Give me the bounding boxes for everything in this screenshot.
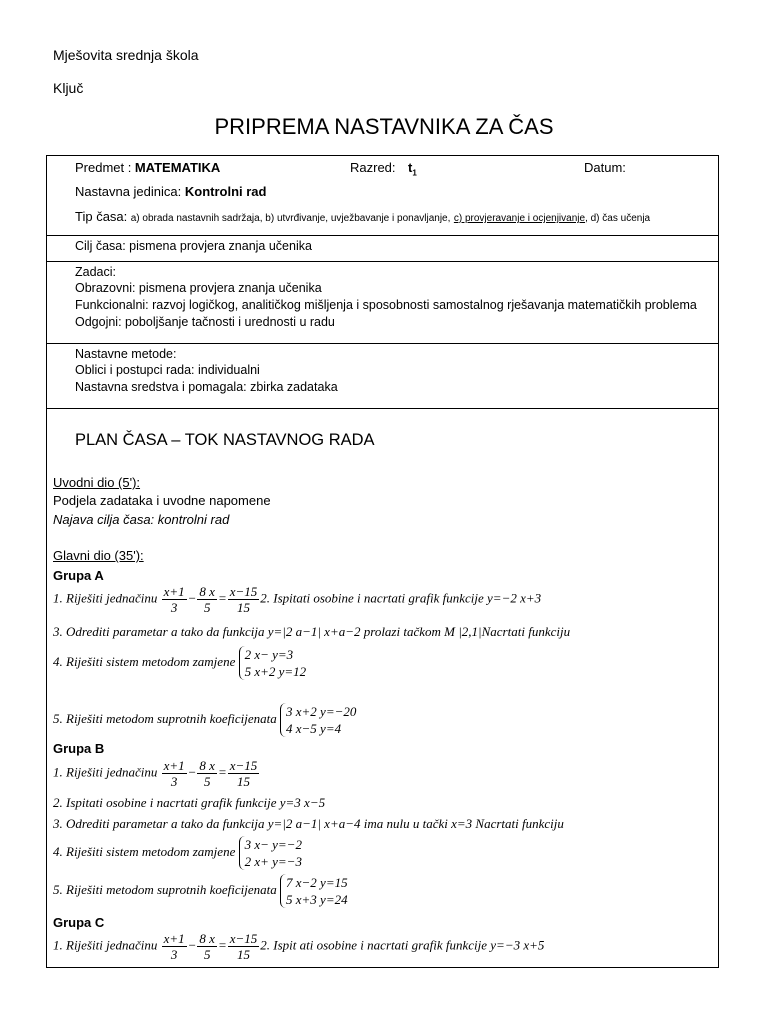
task-upbringing: Odgojni: poboljšanje tačnosti i urednosti u radu (75, 315, 335, 329)
task-b2: 2. Ispitati osobine i nacrtati grafik funkcije y=3 x−5 (53, 795, 326, 810)
intro-label: Uvodni dio (5'): (53, 475, 141, 490)
group-b-label: Grupa B (53, 741, 105, 756)
task-c1: 1. Riješiti jednačinu $\frac{x+1}{3}$ − $\frac{8 x}{5}$ = $\frac{x-15}{15}$ 2. Ispit ati osobine i nacrtati grafik funkcije y=−3 x+5 (53, 931, 545, 962)
divider (47, 408, 718, 409)
lesson-type-row (75, 209, 650, 228)
group-c-label: Grupa C (53, 915, 105, 930)
divider (47, 343, 718, 344)
unit-label: Nastavna jedinica: (75, 184, 182, 199)
class-value: $t_1$ (408, 160, 417, 178)
task-a3: 3. Odrediti parametar a tako da funkcija y=|2 a−1| x+a−2 prolazi tačkom M |2,1|Nacrtati funkciju (53, 624, 571, 639)
key-label: Ključ (53, 80, 84, 96)
subject-value: MATEMATIKA (134, 160, 221, 175)
work-forms: Oblici i postupci rada: individualni (75, 363, 260, 377)
task-b5: 5. Riješiti metodom suprotnih koeficijenata 7 x−2 y=15 5 x+3 y=24 (53, 875, 348, 907)
task-b3: 3. Odrediti parametar a tako da funkcija y=|2 a−1| x+a−4 ima nulu u tački x=3 Nacrtati funkciju (53, 816, 564, 831)
divider (47, 235, 718, 236)
date-label: Datum: (584, 160, 626, 175)
info-row (75, 160, 715, 177)
type-d: , d) čas učenja (585, 213, 651, 224)
task-a1: 1. Riješiti jednačinu $\frac{x+1}{3}$ − $\frac{8 x}{5}$ = $\frac{x-15}{15}$ 2. Ispitati osobine i nacrtati grafik funkcije y=−2 x+3 (53, 584, 542, 615)
lesson-plan-box (46, 155, 719, 968)
class-label: Razred: (350, 160, 396, 175)
task-a5: 5. Riješiti metodom suprotnih koeficijenata 3 x+2 y=−20 4 x−5 y=4 (53, 704, 357, 736)
subject-label: Predmet : (75, 160, 132, 175)
task-b1: 1. Riješiti jednačinu $\frac{x+1}{3}$ − $\frac{8 x}{5}$ = $\frac{x-15}{15}$ (53, 758, 258, 789)
document-title: PRIPREMA NASTAVNIKA ZA ČAS (214, 114, 554, 139)
type-a: a) obrada nastavnih sadržaja, b) utvrđivanje, uvježbavanje i ponavljanje, (130, 213, 451, 224)
type-c: c) provjeravanje i ocjenjivanje (453, 213, 586, 224)
unit-row (75, 184, 266, 201)
unit-value: Kontrolni rad (184, 184, 267, 199)
task-functional: Funkcionalni: razvoj logičkog, analitičkog mišljenja i sposobnosti samostalnog rješavanja matematičkih problema (75, 298, 697, 312)
type-label: Tip časa: (75, 209, 128, 224)
methods-label: Nastavne metode: (75, 347, 177, 361)
task-a4: 4. Riješiti sistem metodom zamjene 2 x− y=3 5 x+2 y=12 (53, 647, 307, 679)
plan-title: PLAN ČASA – TOK NASTAVNOG RADA (75, 431, 375, 449)
group-a-label: Grupa A (53, 568, 104, 583)
goal-text: Cilj časa: pismena provjera znanja učenika (75, 239, 312, 253)
teaching-means: Nastavna sredstva i pomagala: zbirka zadataka (75, 380, 338, 394)
main-label: Glavni dio (35'): (53, 548, 144, 563)
task-b4: 4. Riješiti sistem metodom zamjene 3 x− y=−2 2 x+ y=−3 (53, 837, 302, 869)
school-name: Mješovita srednja škola (53, 47, 199, 63)
divider (47, 261, 718, 262)
tasks-label: Zadaci: (75, 265, 116, 279)
task-educational: Obrazovni: pismena provjera znanja učenika (75, 281, 322, 295)
intro-line-1: Podjela zadataka i uvodne napomene (53, 493, 271, 508)
intro-line-2: Najava cilja časa: kontrolni rad (53, 512, 230, 527)
